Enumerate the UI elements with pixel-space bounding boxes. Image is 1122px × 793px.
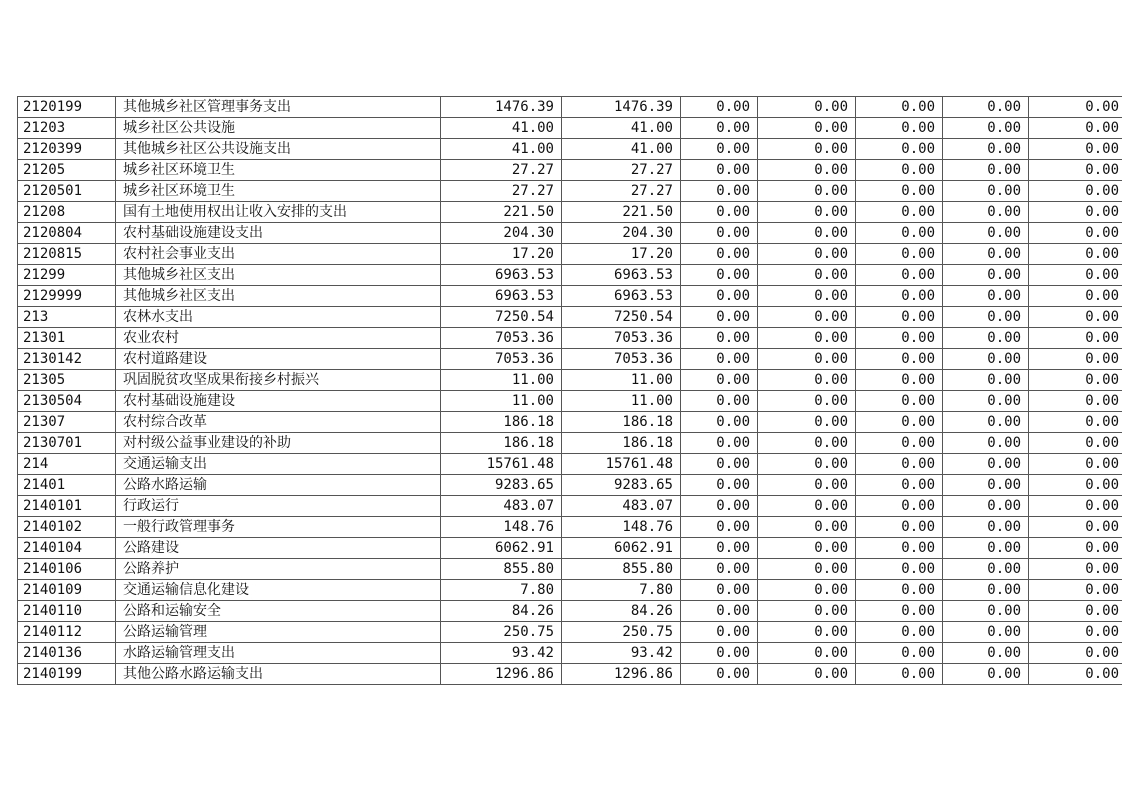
amount-cell: 0.00 bbox=[856, 370, 943, 391]
amount-cell: 186.18 bbox=[441, 433, 562, 454]
amount-cell: 148.76 bbox=[441, 517, 562, 538]
amount-cell: 0.00 bbox=[681, 496, 758, 517]
budget-expenditure-table bbox=[17, 96, 1122, 685]
table-row bbox=[18, 538, 1122, 559]
table-row bbox=[18, 601, 1122, 622]
amount-cell: 11.00 bbox=[562, 370, 681, 391]
amount-cell: 6062.91 bbox=[441, 538, 562, 559]
amount-cell: 11.00 bbox=[441, 391, 562, 412]
amount-cell: 7.80 bbox=[562, 580, 681, 601]
amount-cell: 0.00 bbox=[758, 622, 856, 643]
subject-code-cell: 21203 bbox=[18, 118, 116, 139]
subject-code-cell: 2120815 bbox=[18, 244, 116, 265]
amount-cell: 0.00 bbox=[943, 97, 1029, 118]
subject-name-cell: 农业农村 bbox=[116, 328, 441, 349]
amount-cell: 7053.36 bbox=[562, 349, 681, 370]
subject-code-cell: 21299 bbox=[18, 265, 116, 286]
table-row bbox=[18, 97, 1122, 118]
subject-code-cell: 2140106 bbox=[18, 559, 116, 580]
amount-cell: 0.00 bbox=[1029, 244, 1122, 265]
amount-cell: 0.00 bbox=[1029, 97, 1122, 118]
amount-cell: 1296.86 bbox=[441, 664, 562, 685]
amount-cell: 0.00 bbox=[681, 580, 758, 601]
amount-cell: 186.18 bbox=[562, 433, 681, 454]
subject-code-cell: 2140101 bbox=[18, 496, 116, 517]
amount-cell: 0.00 bbox=[758, 370, 856, 391]
amount-cell: 0.00 bbox=[758, 559, 856, 580]
amount-cell: 27.27 bbox=[562, 181, 681, 202]
amount-cell: 0.00 bbox=[758, 328, 856, 349]
amount-cell: 41.00 bbox=[441, 139, 562, 160]
amount-cell: 0.00 bbox=[1029, 202, 1122, 223]
amount-cell: 0.00 bbox=[943, 307, 1029, 328]
amount-cell: 0.00 bbox=[856, 202, 943, 223]
amount-cell: 41.00 bbox=[562, 118, 681, 139]
amount-cell: 0.00 bbox=[943, 538, 1029, 559]
amount-cell: 0.00 bbox=[758, 433, 856, 454]
amount-cell: 0.00 bbox=[758, 496, 856, 517]
amount-cell: 0.00 bbox=[943, 622, 1029, 643]
amount-cell: 0.00 bbox=[1029, 286, 1122, 307]
amount-cell: 148.76 bbox=[562, 517, 681, 538]
amount-cell: 0.00 bbox=[943, 118, 1029, 139]
amount-cell: 0.00 bbox=[681, 433, 758, 454]
subject-name-cell: 行政运行 bbox=[116, 496, 441, 517]
amount-cell: 15761.48 bbox=[441, 454, 562, 475]
amount-cell: 0.00 bbox=[943, 496, 1029, 517]
amount-cell: 27.27 bbox=[441, 181, 562, 202]
amount-cell: 0.00 bbox=[681, 643, 758, 664]
amount-cell: 1296.86 bbox=[562, 664, 681, 685]
subject-name-cell: 农村道路建设 bbox=[116, 349, 441, 370]
amount-cell: 0.00 bbox=[758, 580, 856, 601]
amount-cell: 0.00 bbox=[856, 664, 943, 685]
amount-cell: 6963.53 bbox=[441, 286, 562, 307]
amount-cell: 0.00 bbox=[1029, 601, 1122, 622]
amount-cell: 0.00 bbox=[1029, 580, 1122, 601]
amount-cell: 0.00 bbox=[758, 307, 856, 328]
amount-cell: 17.20 bbox=[562, 244, 681, 265]
amount-cell: 0.00 bbox=[943, 244, 1029, 265]
amount-cell: 0.00 bbox=[856, 622, 943, 643]
amount-cell: 0.00 bbox=[943, 580, 1029, 601]
amount-cell: 0.00 bbox=[758, 97, 856, 118]
subject-name-cell: 农村基础设施建设支出 bbox=[116, 223, 441, 244]
amount-cell: 0.00 bbox=[856, 223, 943, 244]
subject-code-cell: 2140136 bbox=[18, 643, 116, 664]
amount-cell: 1476.39 bbox=[562, 97, 681, 118]
amount-cell: 0.00 bbox=[1029, 391, 1122, 412]
amount-cell: 7053.36 bbox=[441, 349, 562, 370]
amount-cell: 0.00 bbox=[1029, 328, 1122, 349]
subject-code-cell: 2120199 bbox=[18, 97, 116, 118]
amount-cell: 0.00 bbox=[758, 538, 856, 559]
amount-cell: 0.00 bbox=[1029, 622, 1122, 643]
amount-cell: 0.00 bbox=[758, 160, 856, 181]
subject-name-cell: 巩固脱贫攻坚成果衔接乡村振兴 bbox=[116, 370, 441, 391]
amount-cell: 0.00 bbox=[1029, 454, 1122, 475]
amount-cell: 0.00 bbox=[681, 622, 758, 643]
amount-cell: 204.30 bbox=[441, 223, 562, 244]
amount-cell: 0.00 bbox=[856, 307, 943, 328]
table-row bbox=[18, 349, 1122, 370]
amount-cell: 0.00 bbox=[856, 475, 943, 496]
amount-cell: 0.00 bbox=[758, 643, 856, 664]
amount-cell: 0.00 bbox=[856, 496, 943, 517]
amount-cell: 9283.65 bbox=[562, 475, 681, 496]
amount-cell: 0.00 bbox=[758, 517, 856, 538]
amount-cell: 0.00 bbox=[758, 412, 856, 433]
amount-cell: 0.00 bbox=[1029, 118, 1122, 139]
amount-cell: 221.50 bbox=[441, 202, 562, 223]
subject-name-cell: 农村基础设施建设 bbox=[116, 391, 441, 412]
amount-cell: 0.00 bbox=[856, 538, 943, 559]
subject-name-cell: 公路和运输安全 bbox=[116, 601, 441, 622]
table-row bbox=[18, 286, 1122, 307]
amount-cell: 17.20 bbox=[441, 244, 562, 265]
subject-code-cell: 213 bbox=[18, 307, 116, 328]
amount-cell: 0.00 bbox=[1029, 349, 1122, 370]
subject-name-cell: 公路建设 bbox=[116, 538, 441, 559]
amount-cell: 93.42 bbox=[441, 643, 562, 664]
amount-cell: 0.00 bbox=[681, 118, 758, 139]
table-row bbox=[18, 643, 1122, 664]
amount-cell: 0.00 bbox=[943, 433, 1029, 454]
amount-cell: 0.00 bbox=[681, 454, 758, 475]
amount-cell: 855.80 bbox=[441, 559, 562, 580]
amount-cell: 0.00 bbox=[758, 244, 856, 265]
subject-name-cell: 城乡社区环境卫生 bbox=[116, 181, 441, 202]
amount-cell: 0.00 bbox=[758, 118, 856, 139]
table-row bbox=[18, 496, 1122, 517]
amount-cell: 0.00 bbox=[856, 97, 943, 118]
amount-cell: 41.00 bbox=[562, 139, 681, 160]
amount-cell: 11.00 bbox=[562, 391, 681, 412]
amount-cell: 0.00 bbox=[1029, 181, 1122, 202]
amount-cell: 0.00 bbox=[758, 601, 856, 622]
amount-cell: 483.07 bbox=[562, 496, 681, 517]
amount-cell: 0.00 bbox=[681, 181, 758, 202]
amount-cell: 221.50 bbox=[562, 202, 681, 223]
amount-cell: 0.00 bbox=[943, 139, 1029, 160]
subject-code-cell: 21307 bbox=[18, 412, 116, 433]
amount-cell: 0.00 bbox=[943, 517, 1029, 538]
amount-cell: 0.00 bbox=[856, 559, 943, 580]
amount-cell: 0.00 bbox=[943, 454, 1029, 475]
table-row bbox=[18, 265, 1122, 286]
subject-name-cell: 水路运输管理支出 bbox=[116, 643, 441, 664]
table-row bbox=[18, 139, 1122, 160]
subject-name-cell: 其他城乡社区支出 bbox=[116, 286, 441, 307]
amount-cell: 0.00 bbox=[943, 202, 1029, 223]
amount-cell: 0.00 bbox=[681, 244, 758, 265]
budget-table-container bbox=[17, 96, 1122, 685]
amount-cell: 0.00 bbox=[856, 412, 943, 433]
amount-cell: 7250.54 bbox=[562, 307, 681, 328]
table-row bbox=[18, 202, 1122, 223]
amount-cell: 0.00 bbox=[943, 559, 1029, 580]
amount-cell: 0.00 bbox=[681, 412, 758, 433]
subject-code-cell: 2120501 bbox=[18, 181, 116, 202]
table-row bbox=[18, 664, 1122, 685]
subject-name-cell: 其他城乡社区支出 bbox=[116, 265, 441, 286]
subject-code-cell: 2140110 bbox=[18, 601, 116, 622]
amount-cell: 0.00 bbox=[758, 454, 856, 475]
amount-cell: 0.00 bbox=[681, 664, 758, 685]
subject-name-cell: 农林水支出 bbox=[116, 307, 441, 328]
amount-cell: 7053.36 bbox=[562, 328, 681, 349]
amount-cell: 0.00 bbox=[1029, 139, 1122, 160]
table-row bbox=[18, 307, 1122, 328]
amount-cell: 0.00 bbox=[943, 664, 1029, 685]
amount-cell: 0.00 bbox=[1029, 412, 1122, 433]
amount-cell: 0.00 bbox=[1029, 496, 1122, 517]
amount-cell: 0.00 bbox=[856, 454, 943, 475]
subject-name-cell: 公路养护 bbox=[116, 559, 441, 580]
amount-cell: 0.00 bbox=[856, 349, 943, 370]
amount-cell: 0.00 bbox=[1029, 517, 1122, 538]
amount-cell: 0.00 bbox=[1029, 475, 1122, 496]
subject-name-cell: 其他城乡社区管理事务支出 bbox=[116, 97, 441, 118]
table-row bbox=[18, 118, 1122, 139]
amount-cell: 0.00 bbox=[1029, 160, 1122, 181]
subject-name-cell: 城乡社区环境卫生 bbox=[116, 160, 441, 181]
amount-cell: 855.80 bbox=[562, 559, 681, 580]
amount-cell: 0.00 bbox=[856, 160, 943, 181]
amount-cell: 9283.65 bbox=[441, 475, 562, 496]
subject-code-cell: 2140109 bbox=[18, 580, 116, 601]
subject-name-cell: 对村级公益事业建设的补助 bbox=[116, 433, 441, 454]
amount-cell: 0.00 bbox=[758, 139, 856, 160]
amount-cell: 0.00 bbox=[681, 538, 758, 559]
amount-cell: 0.00 bbox=[758, 223, 856, 244]
subject-code-cell: 2120399 bbox=[18, 139, 116, 160]
amount-cell: 15761.48 bbox=[562, 454, 681, 475]
subject-code-cell: 2140102 bbox=[18, 517, 116, 538]
amount-cell: 0.00 bbox=[1029, 223, 1122, 244]
subject-name-cell: 交通运输支出 bbox=[116, 454, 441, 475]
amount-cell: 0.00 bbox=[943, 643, 1029, 664]
subject-code-cell: 2140104 bbox=[18, 538, 116, 559]
table-row bbox=[18, 412, 1122, 433]
subject-code-cell: 21301 bbox=[18, 328, 116, 349]
subject-name-cell: 交通运输信息化建设 bbox=[116, 580, 441, 601]
subject-name-cell: 城乡社区公共设施 bbox=[116, 118, 441, 139]
amount-cell: 93.42 bbox=[562, 643, 681, 664]
amount-cell: 0.00 bbox=[681, 517, 758, 538]
amount-cell: 11.00 bbox=[441, 370, 562, 391]
subject-code-cell: 2130142 bbox=[18, 349, 116, 370]
amount-cell: 0.00 bbox=[943, 160, 1029, 181]
amount-cell: 7250.54 bbox=[441, 307, 562, 328]
subject-name-cell: 其他城乡社区公共设施支出 bbox=[116, 139, 441, 160]
amount-cell: 0.00 bbox=[681, 223, 758, 244]
table-row bbox=[18, 622, 1122, 643]
amount-cell: 0.00 bbox=[758, 202, 856, 223]
amount-cell: 483.07 bbox=[441, 496, 562, 517]
amount-cell: 6963.53 bbox=[562, 265, 681, 286]
amount-cell: 0.00 bbox=[856, 181, 943, 202]
table-row bbox=[18, 475, 1122, 496]
amount-cell: 0.00 bbox=[758, 391, 856, 412]
amount-cell: 0.00 bbox=[856, 244, 943, 265]
amount-cell: 0.00 bbox=[681, 391, 758, 412]
table-row bbox=[18, 181, 1122, 202]
subject-name-cell: 公路运输管理 bbox=[116, 622, 441, 643]
amount-cell: 0.00 bbox=[1029, 643, 1122, 664]
amount-cell: 0.00 bbox=[1029, 433, 1122, 454]
amount-cell: 0.00 bbox=[758, 286, 856, 307]
table-row bbox=[18, 517, 1122, 538]
amount-cell: 0.00 bbox=[681, 349, 758, 370]
amount-cell: 0.00 bbox=[681, 202, 758, 223]
subject-name-cell: 一般行政管理事务 bbox=[116, 517, 441, 538]
amount-cell: 250.75 bbox=[441, 622, 562, 643]
amount-cell: 0.00 bbox=[943, 391, 1029, 412]
table-row bbox=[18, 391, 1122, 412]
subject-code-cell: 2130504 bbox=[18, 391, 116, 412]
amount-cell: 0.00 bbox=[758, 664, 856, 685]
amount-cell: 0.00 bbox=[856, 391, 943, 412]
subject-name-cell: 农村社会事业支出 bbox=[116, 244, 441, 265]
subject-name-cell: 其他公路水路运输支出 bbox=[116, 664, 441, 685]
subject-code-cell: 2129999 bbox=[18, 286, 116, 307]
amount-cell: 0.00 bbox=[681, 139, 758, 160]
subject-code-cell: 21205 bbox=[18, 160, 116, 181]
amount-cell: 0.00 bbox=[856, 118, 943, 139]
subject-name-cell: 农村综合改革 bbox=[116, 412, 441, 433]
table-row bbox=[18, 559, 1122, 580]
subject-code-cell: 21401 bbox=[18, 475, 116, 496]
amount-cell: 41.00 bbox=[441, 118, 562, 139]
amount-cell: 0.00 bbox=[943, 286, 1029, 307]
amount-cell: 0.00 bbox=[856, 433, 943, 454]
amount-cell: 0.00 bbox=[758, 181, 856, 202]
amount-cell: 7.80 bbox=[441, 580, 562, 601]
amount-cell: 0.00 bbox=[681, 601, 758, 622]
amount-cell: 0.00 bbox=[758, 349, 856, 370]
subject-code-cell: 2140199 bbox=[18, 664, 116, 685]
amount-cell: 0.00 bbox=[943, 265, 1029, 286]
table-row bbox=[18, 580, 1122, 601]
amount-cell: 0.00 bbox=[856, 286, 943, 307]
amount-cell: 0.00 bbox=[943, 223, 1029, 244]
amount-cell: 7053.36 bbox=[441, 328, 562, 349]
amount-cell: 0.00 bbox=[1029, 538, 1122, 559]
table-row bbox=[18, 244, 1122, 265]
amount-cell: 0.00 bbox=[681, 475, 758, 496]
table-row bbox=[18, 454, 1122, 475]
subject-code-cell: 2120804 bbox=[18, 223, 116, 244]
amount-cell: 6963.53 bbox=[441, 265, 562, 286]
amount-cell: 204.30 bbox=[562, 223, 681, 244]
table-row bbox=[18, 433, 1122, 454]
amount-cell: 0.00 bbox=[681, 370, 758, 391]
subject-code-cell: 2140112 bbox=[18, 622, 116, 643]
amount-cell: 0.00 bbox=[681, 160, 758, 181]
amount-cell: 6062.91 bbox=[562, 538, 681, 559]
amount-cell: 0.00 bbox=[1029, 307, 1122, 328]
table-row bbox=[18, 328, 1122, 349]
amount-cell: 84.26 bbox=[562, 601, 681, 622]
table-row bbox=[18, 160, 1122, 181]
amount-cell: 0.00 bbox=[856, 643, 943, 664]
subject-code-cell: 2130701 bbox=[18, 433, 116, 454]
amount-cell: 0.00 bbox=[943, 181, 1029, 202]
amount-cell: 0.00 bbox=[856, 139, 943, 160]
amount-cell: 0.00 bbox=[943, 370, 1029, 391]
table-row bbox=[18, 223, 1122, 244]
subject-code-cell: 214 bbox=[18, 454, 116, 475]
amount-cell: 0.00 bbox=[856, 517, 943, 538]
amount-cell: 0.00 bbox=[943, 328, 1029, 349]
amount-cell: 0.00 bbox=[856, 328, 943, 349]
amount-cell: 0.00 bbox=[758, 475, 856, 496]
amount-cell: 186.18 bbox=[441, 412, 562, 433]
amount-cell: 0.00 bbox=[856, 265, 943, 286]
amount-cell: 6963.53 bbox=[562, 286, 681, 307]
table-body bbox=[18, 97, 1122, 685]
amount-cell: 250.75 bbox=[562, 622, 681, 643]
amount-cell: 84.26 bbox=[441, 601, 562, 622]
amount-cell: 0.00 bbox=[1029, 559, 1122, 580]
amount-cell: 0.00 bbox=[681, 559, 758, 580]
amount-cell: 27.27 bbox=[441, 160, 562, 181]
amount-cell: 0.00 bbox=[943, 349, 1029, 370]
amount-cell: 0.00 bbox=[681, 307, 758, 328]
amount-cell: 0.00 bbox=[943, 475, 1029, 496]
table-row bbox=[18, 370, 1122, 391]
amount-cell: 27.27 bbox=[562, 160, 681, 181]
amount-cell: 0.00 bbox=[1029, 370, 1122, 391]
subject-name-cell: 国有土地使用权出让收入安排的支出 bbox=[116, 202, 441, 223]
amount-cell: 0.00 bbox=[1029, 664, 1122, 685]
amount-cell: 0.00 bbox=[856, 580, 943, 601]
amount-cell: 0.00 bbox=[681, 328, 758, 349]
subject-code-cell: 21305 bbox=[18, 370, 116, 391]
amount-cell: 0.00 bbox=[943, 601, 1029, 622]
amount-cell: 0.00 bbox=[758, 265, 856, 286]
amount-cell: 0.00 bbox=[681, 286, 758, 307]
amount-cell: 0.00 bbox=[943, 412, 1029, 433]
amount-cell: 0.00 bbox=[681, 97, 758, 118]
amount-cell: 186.18 bbox=[562, 412, 681, 433]
subject-name-cell: 公路水路运输 bbox=[116, 475, 441, 496]
subject-code-cell: 21208 bbox=[18, 202, 116, 223]
amount-cell: 1476.39 bbox=[441, 97, 562, 118]
amount-cell: 0.00 bbox=[856, 601, 943, 622]
amount-cell: 0.00 bbox=[1029, 265, 1122, 286]
amount-cell: 0.00 bbox=[681, 265, 758, 286]
